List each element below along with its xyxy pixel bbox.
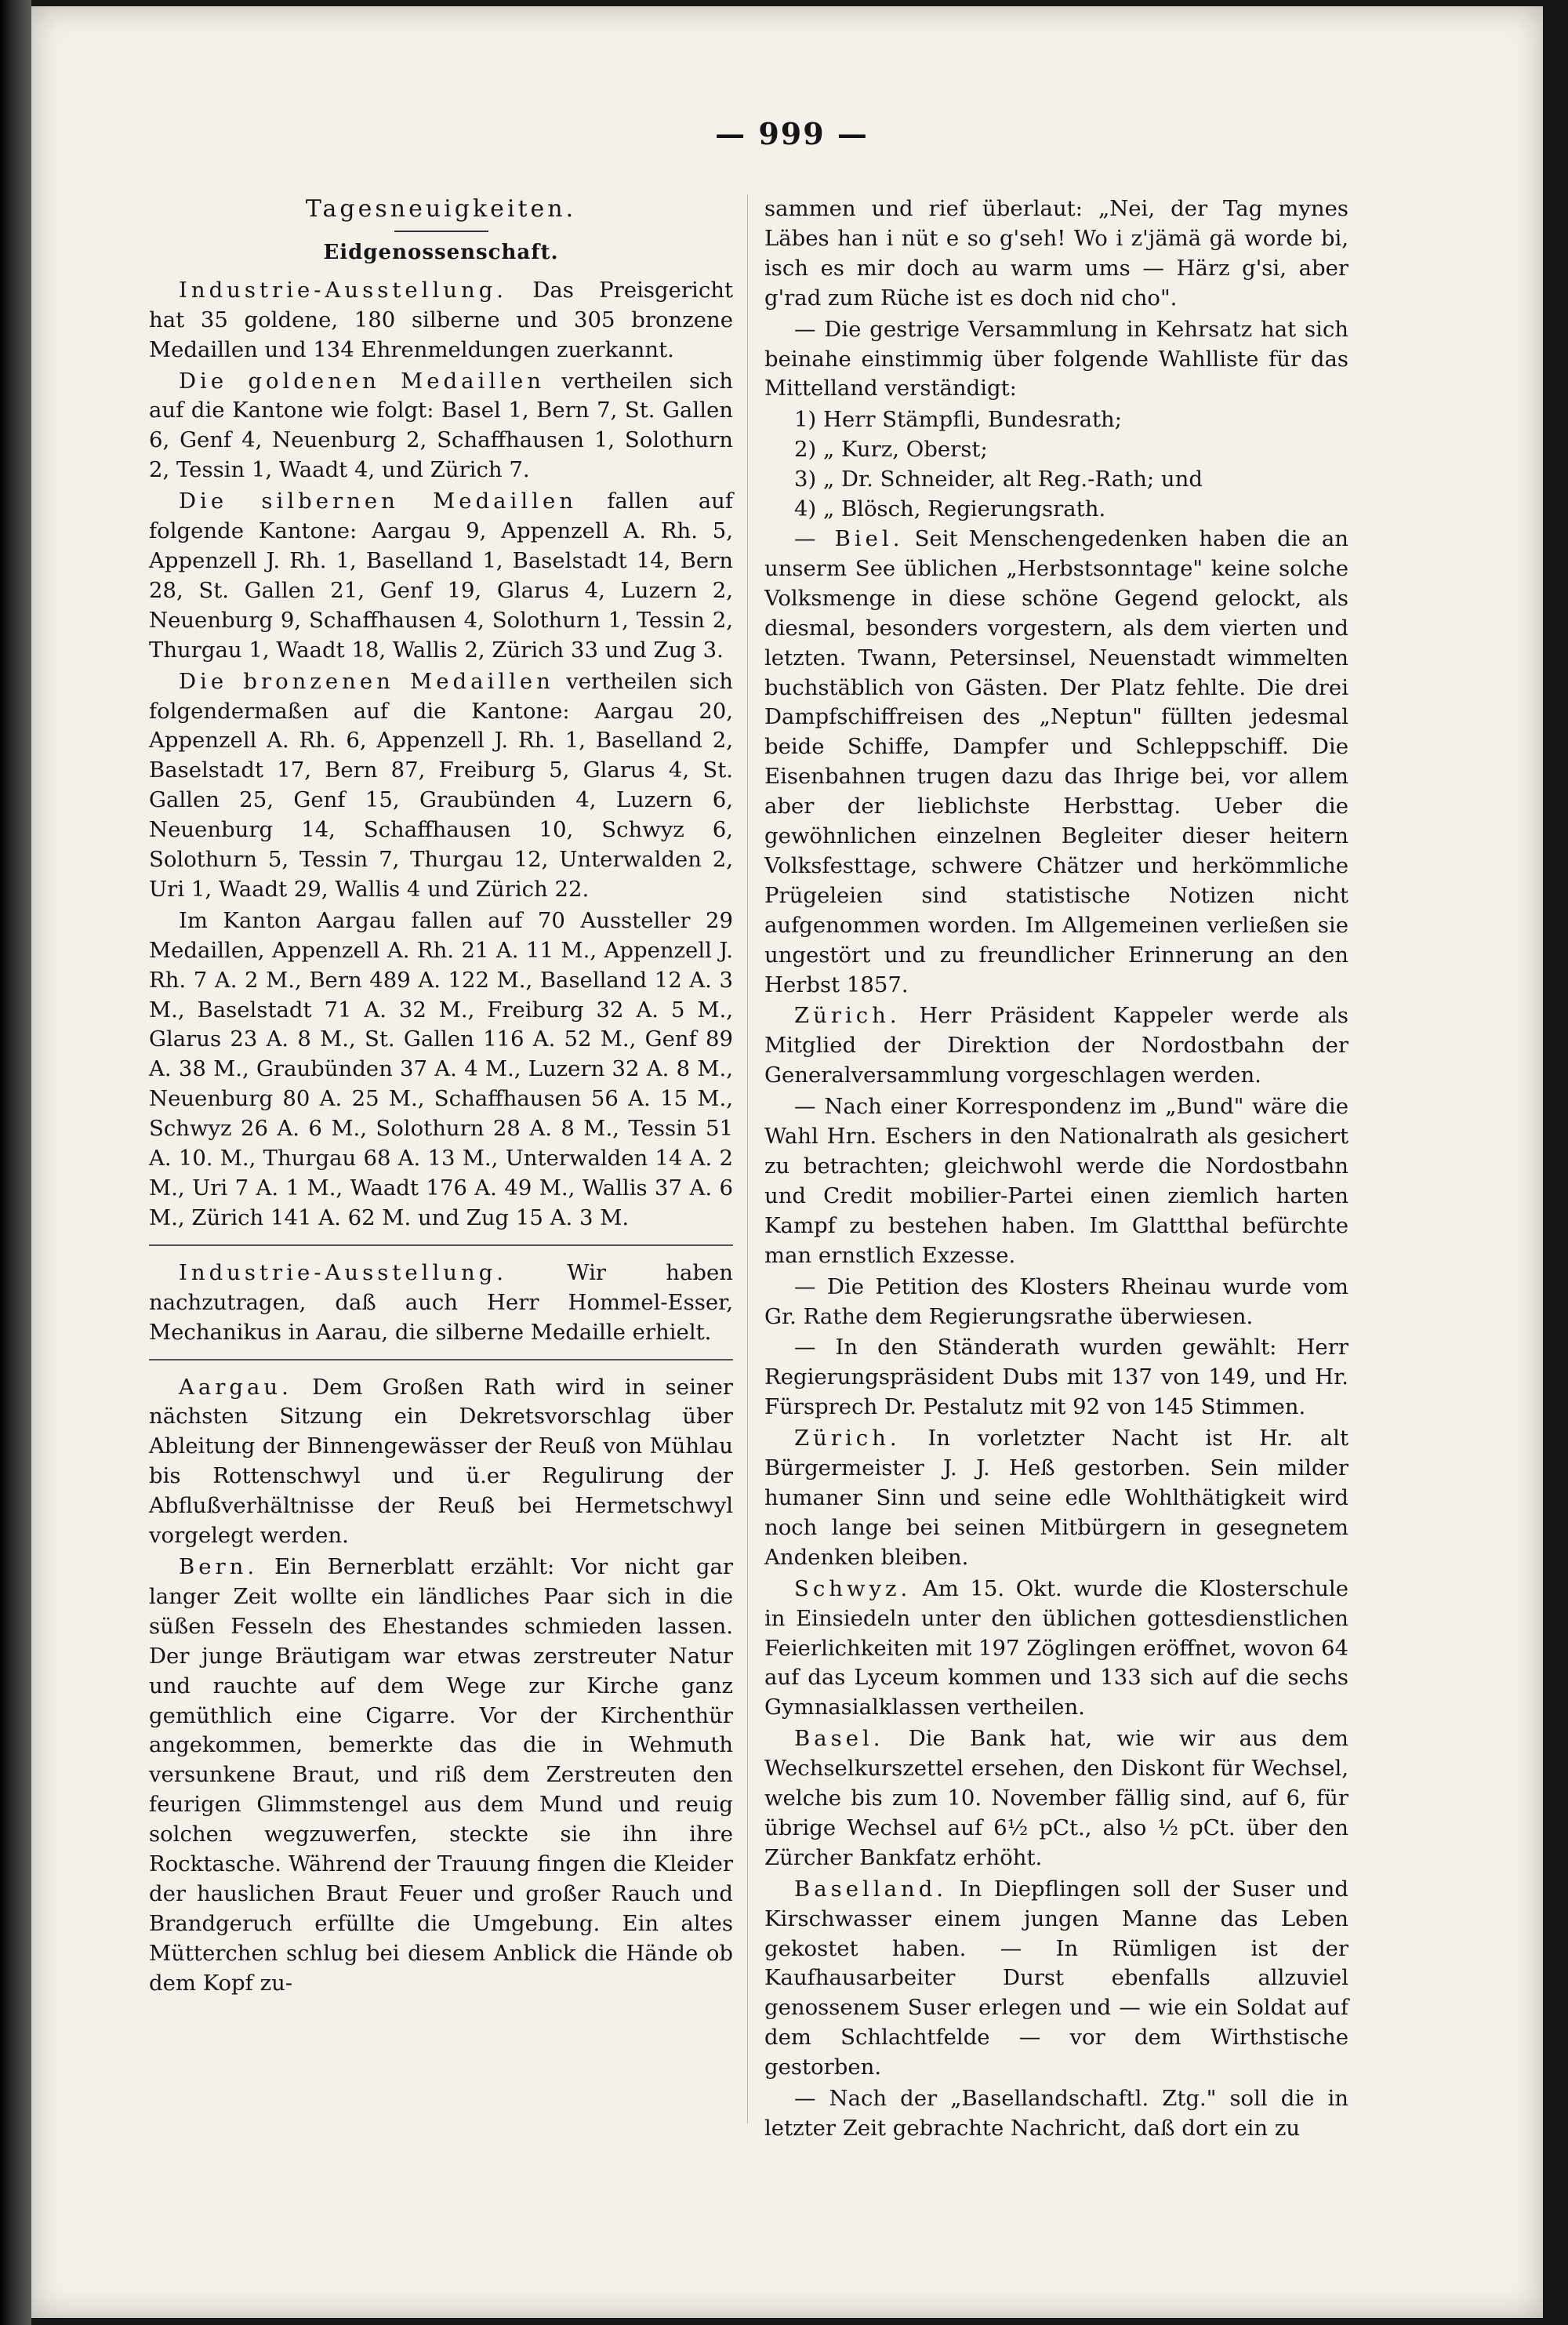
left-column — [149, 194, 733, 2000]
left-articles-3 — [149, 1373, 733, 1999]
paragraph-lead: Bern. — [179, 1553, 259, 1579]
article-paragraph — [764, 1724, 1348, 1873]
paragraph-text: — Die gestrige Versammlung in Kehrsatz hat sich beinahe einstimmig über folgende Wahlliste für das Mittelland verständigt: — [764, 316, 1348, 401]
paragraph-text: In vorletzter Nacht ist Hr. alt Bürgermeister J. J. Heß gestorben. Sein milder humaner Sinn und seine edle Wohlthätigkeit wird noch lange bei seinen Mitbürgern in gesegnetem Andenken bleiben. — [764, 1426, 1348, 1570]
list-item: 2) „ Kurz, Oberst; — [794, 437, 988, 463]
paragraph-lead: Industrie-Ausstellung. — [179, 1259, 508, 1285]
newspaper-page — [31, 6, 1543, 2318]
article-paragraph — [149, 276, 733, 365]
left-articles — [149, 276, 733, 1233]
paragraph-lead: Aargau. — [179, 1374, 292, 1400]
paragraph-text: vertheilen sich folgendermaßen auf die Kantone: Aargau 20, Appenzell A. Rh. 6, Appenzell J. Rh. 1, Baselland 2, Baselstadt 17, Bern 87, Freiburg 5, Glarus 4, St. Gallen 25, Genf 15, Graubünden 4, Luzern 6, Neuenburg 14, Schaffhausen 10, Schwyz 6, Solothurn 5, Tessin 7, Thurgau 12, Unterwalden 2, Uri 1, Waadt 29, Wallis 4 und Zürich 22. — [149, 668, 733, 902]
left-articles-2 — [149, 1259, 733, 1348]
paragraph-lead: — Biel. — [794, 525, 904, 551]
paragraph-text: sammen und rief überlaut: „Nei, der Tag mynes Läbes han i nüt e so g'seh! Wo i z'jämä gä worde bi, isch es mir doch au warm ums — Härz g'si, aber g'rad zum Rüche ist es doch nid cho". — [764, 196, 1348, 311]
paragraph-text: Seit Menschengedenken haben die an unserm See üblichen „Herbstsonntage" keine solche Volksmenge in diese schöne Gegend gelockt, als diesmal, besonders vorgestern, als dem vierten und letzten. Twann, Petersinsel, Neuenstadt wimmelten buchstäblich von Gästen. Der Platz fehlte. Die drei Dampfschiffreisen des „Neptun" füllten jedesmal beide Schiffe, Dampfer und Schleppschiff. Die Eisenbahnen trugen dazu das Ihrige bei, vor allem aber der lieblichste Herbsttag. Ueber die gewöhnlichen einzelnen Begleiter dieser heitern Volksfesttage, schwere Chätzer und herkömmliche Prügeleien sind statistische Notizen nicht aufgenommen worden. Im Allgemeinen verließen sie ungestört und zu freundlicher Erinnerung an den Herbst 1857. — [764, 525, 1348, 997]
paragraph-lead: Schwyz. — [794, 1575, 912, 1601]
paragraph-text: Am 15. Okt. wurde die Klosterschule in Einsiedeln unter den üblichen gottesdienstlichen Feierlichkeiten mit 197 Zöglingen eröffnet, wovon 64 auf das Lyceum kommen und 133 sich auf die sechs Gymnasialklassen vertheilen. — [764, 1575, 1348, 1720]
paragraph-text: Die Bank hat, wie wir aus dem Wechselkurszettel ersehen, den Diskont für Wechsel, welche bis zum 10. November fällig sind, auf 6, für übrige Wechsel auf 6½ pCt., also ½ pCt. über den Zürcher Bankfatz erhöht. — [764, 1726, 1348, 1870]
right-articles — [764, 525, 1348, 2144]
article-paragraph — [149, 906, 733, 1233]
article-paragraph — [764, 1424, 1348, 1573]
article-paragraph — [764, 525, 1348, 1001]
article-paragraph — [764, 194, 1348, 314]
paragraph-lead: Basel. — [794, 1726, 884, 1752]
sub-heading: Eidgenossenschaft. — [323, 240, 559, 264]
article-separator — [149, 1244, 733, 1246]
paragraph-text: vertheilen sich auf die Kantone wie folgt: Basel 1, Bern 7, St. Gallen 6, Genf 4, Neuenburg 2, Schaffhausen 1, Solothurn 2, Tessin 1, Waadt 4, und Zürich 7. — [149, 368, 734, 483]
article-paragraph — [149, 1373, 733, 1551]
paragraph-lead: Zürich. — [794, 1003, 901, 1029]
paragraph-text: Das Preisgericht hat 35 goldene, 180 silberne und 305 bronzene Medaillen und 134 Ehrenmeldungen zuerkannt. — [149, 277, 733, 362]
article-paragraph — [764, 1333, 1348, 1422]
paragraph-lead: Die bronzenen Medaillen — [179, 668, 554, 694]
article-separator-2 — [149, 1359, 733, 1360]
paragraph-text: — Die Petition des Klosters Rheinau wurde vom Gr. Rathe dem Regierungsrathe überwiesen. — [764, 1273, 1348, 1329]
list-item: 1) Herr Stämpfli, Bundesrath; — [794, 407, 1123, 433]
article-paragraph — [764, 2084, 1348, 2144]
right-articles-top — [764, 194, 1348, 404]
paragraph-text: fallen auf folgende Kantone: Aargau 9, Appenzell A. Rh. 5, Appenzell J. Rh. 1, Baselland 1, Baselstadt 14, Bern 28, St. Gallen 21, Genf 19, Glarus 4, Luzern 2, Neuenburg 9, Schaffhausen 4, Solothurn 1, Tessin 2, Thurgau 1, Waadt 18, Wallis 2, Zürich 33 und Zug 3. — [149, 489, 733, 663]
paragraph-lead: Die silbernen Medaillen — [179, 489, 577, 514]
list-item: 3) „ Dr. Schneider, alt Reg.-Rath; und — [794, 467, 1203, 492]
paragraph-text: In Diepflingen soll der Suser und Kirschwasser einem jungen Manne das Leben gekostet haben. — In Rümligen ist der Kaufhausarbeiter Durst ebenfalls allzuviel genossenem Suser erlegen und — wie ein Soldat auf dem Schlachtfelde — vor dem Wirthstische gestorben. — [764, 1876, 1348, 2080]
paragraph-text: Ein Bernerblatt erzählt: Vor nicht gar langer Zeit wollte ein ländliches Paar sich in die süßen Fesseln des Ehestandes schmieden lassen. Der junge Bräutigam war etwas zerstreuter Natur und rauchte auf dem Wege zur Kirche ganz gemüthlich eine Cigarre. Vor der Kirchenthür angekommen, bemerkte das die in Wehmuth versunkene Braut, und riß dem Zerstreuten den feurigen Glimmstengel aus dem Mund und reuig solchen wegzuwerfen, steckte sie ihn ihre Rocktasche. Während der Trauung fingen die Kleider der hauslichen Braut Feuer und großer Rauch und Brandgeruch erfüllte die Umgebung. Ein altes Mütterchen schlug bei diesem Anblick die Hände ob dem Kopf zu- — [149, 1553, 733, 1996]
election-list — [764, 405, 1348, 525]
right-column — [764, 194, 1348, 2145]
paragraph-lead: Die goldenen Medaillen — [179, 368, 545, 394]
column-divider — [747, 194, 748, 2123]
book-gutter — [0, 0, 31, 2325]
article-paragraph — [149, 667, 733, 905]
paragraph-text: — Nach einer Korrespondenz im „Bund" wäre die Wahl Hrn. Eschers in den Nationalrath als gesichert zu betrachten; gleichwohl werde die Nordostbahn und Credit mobilier-Partei einen ziemlich harten Kampf zu bestehen haben. Im Glattthal befürchte man ernstlich Exzesse. — [764, 1094, 1348, 1268]
paragraph-text: Im Kanton Aargau fallen auf 70 Aussteller 29 Medaillen, Appenzell A. Rh. 21 A. 11 M., Appenzell J. Rh. 7 A. 2 M., Bern 489 A. 122 M., Baselland 12 A. 3 M., Baselstadt 71 A. 32 M., Freiburg 32 A. 5 M., Glarus 23 A. 8 M., St. Gallen 116 A. 52 M., Genf 89 A. 38 M., Graubünden 37 A. 4 M., Luzern 32 A. 8 M., Neuenburg 80 A. 25 M., Schaffhausen 56 A. 15 M., Schwyz 26 A. 6 M., Solothurn 28 A. 8 M., Tessin 51 A. 10. M., Thurgau 68 A. 13 M., Unterwalden 14 A. 2 M., Uri 7 A. 1 M., Waadt 176 A. 49 M., Wallis 37 A. 6 M., Zürich 141 A. 62 M. und Zug 15 A. 3 M. — [149, 907, 733, 1230]
article-paragraph — [149, 367, 733, 486]
paragraph-lead: Zürich. — [794, 1426, 901, 1451]
article-paragraph — [764, 1875, 1348, 2083]
paragraph-text: — In den Ständerath wurden gewählt: Herr Regierungspräsident Dubs mit 137 von 149, und Hr. Fürsprech Dr. Pestalutz mit 92 von 145 Stimmen. — [764, 1335, 1348, 1420]
article-paragraph — [764, 1273, 1348, 1332]
article-paragraph — [764, 1092, 1348, 1270]
paragraph-text: — Nach der „Basellandschaftl. Ztg." soll die in letzter Zeit gebrachte Nachricht, daß dort ein zu — [764, 2086, 1348, 2141]
article-paragraph — [149, 487, 733, 665]
paragraph-lead: Baselland. — [794, 1876, 948, 1902]
heading-rule — [394, 231, 488, 232]
paragraph-lead: Industrie-Ausstellung. — [179, 277, 508, 303]
section-heading: Tagesneuigkeiten. — [305, 195, 577, 223]
paragraph-text: Herr Präsident Kappeler werde als Mitglied der Direktion der Nordostbahn der Generalversammlung vorgeschlagen werden. — [764, 1003, 1348, 1088]
paragraph-text: Dem Großen Rath wird in seiner nächsten Sitzung ein Dekretsvorschlag über Ableitung der Binnengewässer der Reuß von Mühlau bis Rottenschwyl und ü.er Regulirung der Abflußverhältnisse der Reuß bei Hermetschwyl vorgelegt werden. — [149, 1374, 733, 1549]
page-number: — 999 — — [715, 116, 869, 151]
article-paragraph — [764, 1575, 1348, 1724]
article-paragraph — [149, 1259, 733, 1348]
list-item: 4) „ Blösch, Regierungsrath. — [794, 496, 1106, 522]
paragraph-text: Wir haben nachzutragen, daß auch Herr Hommel-Esser, Mechanikus in Aarau, die silberne Medaille erhielt. — [149, 1259, 733, 1345]
article-paragraph — [764, 1001, 1348, 1091]
article-paragraph — [764, 315, 1348, 405]
article-paragraph — [149, 1553, 733, 1999]
